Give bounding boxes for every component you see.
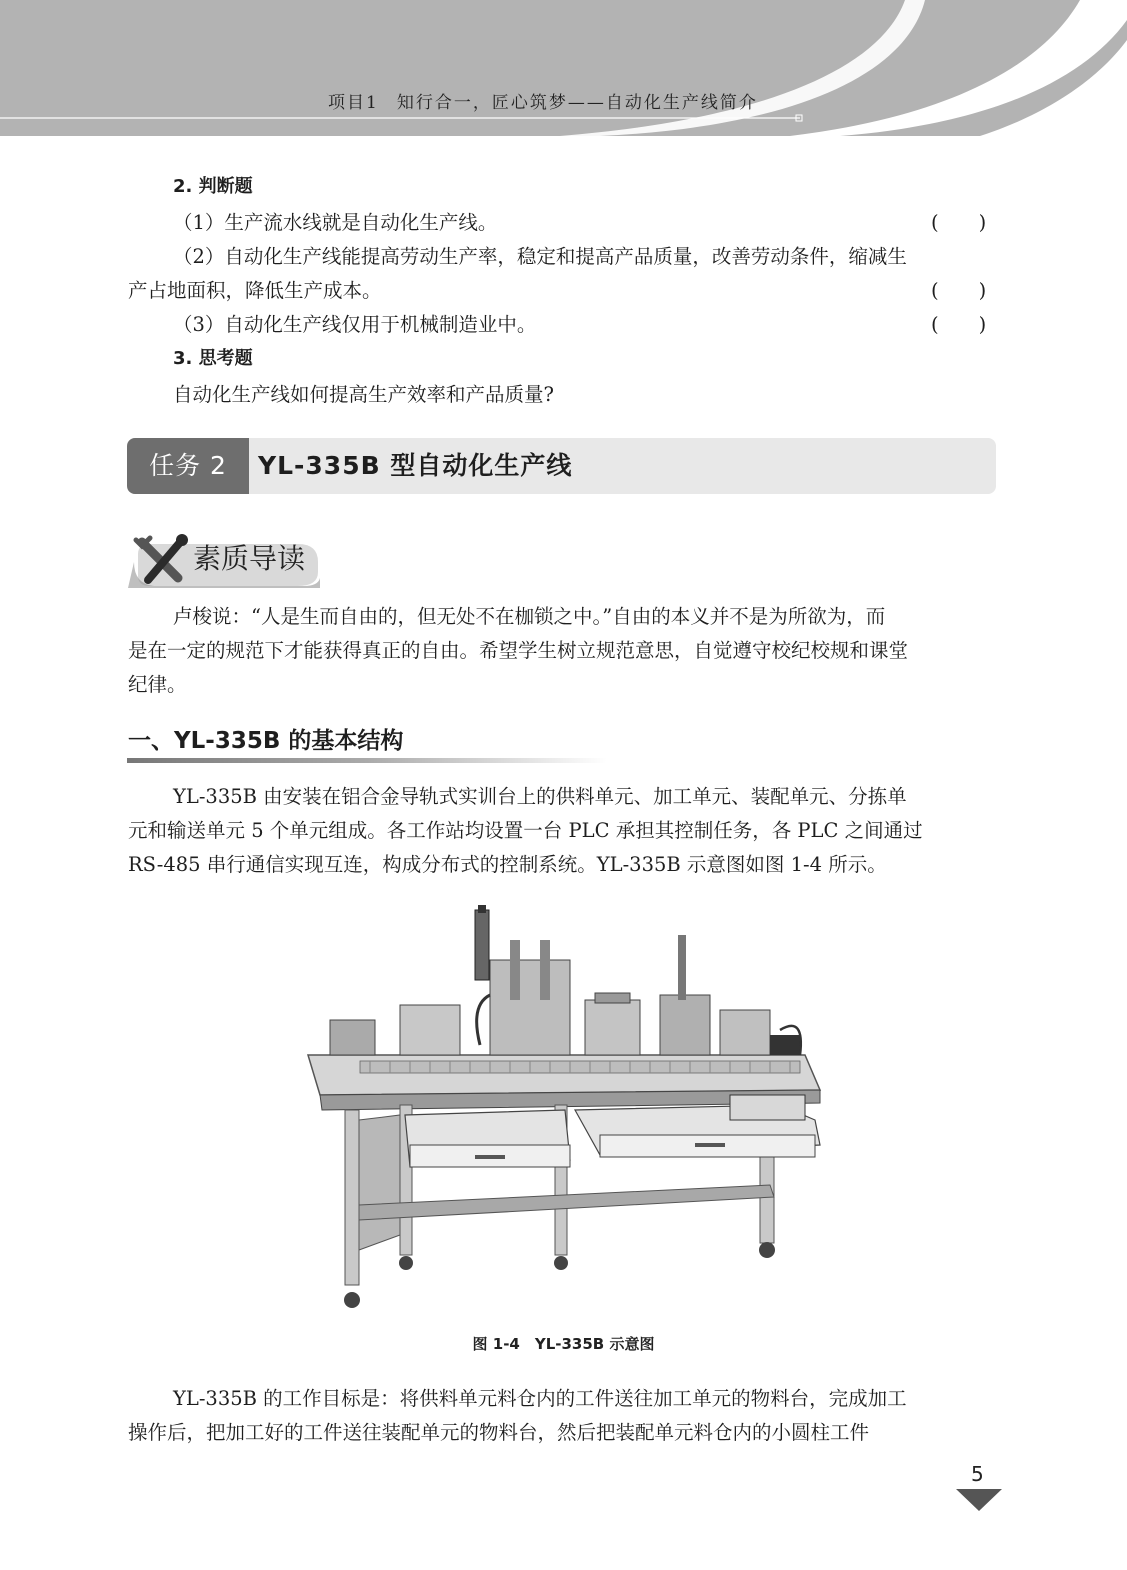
- think-heading: 3. 思考题: [173, 348, 253, 369]
- work-line-1: YL-335B 的工作目标是：将供料单元料仓内的工件送往加工单元的物料台，完成加工: [173, 1387, 907, 1410]
- judge-heading: 2. 判断题: [173, 176, 253, 197]
- answer-blank-2: ( ): [931, 279, 987, 302]
- body-line-2: 元和输送单元 5 个单元组成。各工作站均设置一台 PLC 承担其控制任务，各 PLC 之间通过: [128, 819, 923, 842]
- body-line-1: YL-335B 由安装在铝合金导轨式实训台上的供料单元、加工单元、装配单元、分拣单: [173, 785, 907, 808]
- section-underline: [127, 758, 607, 763]
- section-title: 一、YL-335B 的基本结构: [128, 728, 404, 754]
- answer-blank-3: ( ): [931, 313, 987, 336]
- work-line-2: 操作后，把加工好的工件送往装配单元的物料台，然后把装配单元料仓内的小圆柱工件: [128, 1421, 870, 1444]
- workbench-figure: [300, 905, 825, 1315]
- judge-question-2-line-2: 产占地面积，降低生产成本。: [128, 279, 382, 302]
- running-head-project: 项目1: [328, 93, 379, 113]
- header-swoosh-decoration: [0, 0, 1127, 136]
- running-head: [328, 88, 758, 113]
- intro-line-1: 卢梭说：“人是生而自由的，但无处不在枷锁之中。”自由的本义并不是为所欲为，而: [173, 605, 886, 628]
- intro-line-3: 纪律。: [128, 673, 187, 696]
- running-head-title: 知行合一，匠心筑梦——自动化生产线简介: [396, 93, 758, 113]
- answer-blank-1: ( ): [931, 211, 987, 234]
- think-question: 自动化生产线如何提高生产效率和产品质量?: [173, 383, 554, 406]
- judge-question-2-line-1: （2）自动化生产线能提高劳动生产率，稳定和提高产品质量，改善劳动条件，缩减生: [173, 245, 907, 268]
- figure-caption: 图 1-4 YL-335B 示意图: [472, 1335, 655, 1353]
- reading-label: 素质导读: [193, 542, 306, 575]
- judge-question-3: （3）自动化生产线仅用于机械制造业中。: [173, 313, 537, 336]
- intro-line-2: 是在一定的规范下才能获得真正的自由。希望学生树立规范意思，自觉遵守校纪校规和课堂: [128, 639, 909, 662]
- task-title: YL-335B 型自动化生产线: [258, 451, 573, 480]
- task-number-tag: 任务 2: [127, 438, 249, 494]
- page-number: 5: [971, 1462, 984, 1486]
- body-line-3: RS-485 串行通信实现互连，构成分布式的控制系统。YL-335B 示意图如图 1-4 所示。: [128, 853, 887, 876]
- page-header: [0, 0, 1127, 136]
- judge-question-1: （1）生产流水线就是自动化生产线。: [173, 211, 498, 234]
- page-marker-triangle: [956, 1489, 1002, 1511]
